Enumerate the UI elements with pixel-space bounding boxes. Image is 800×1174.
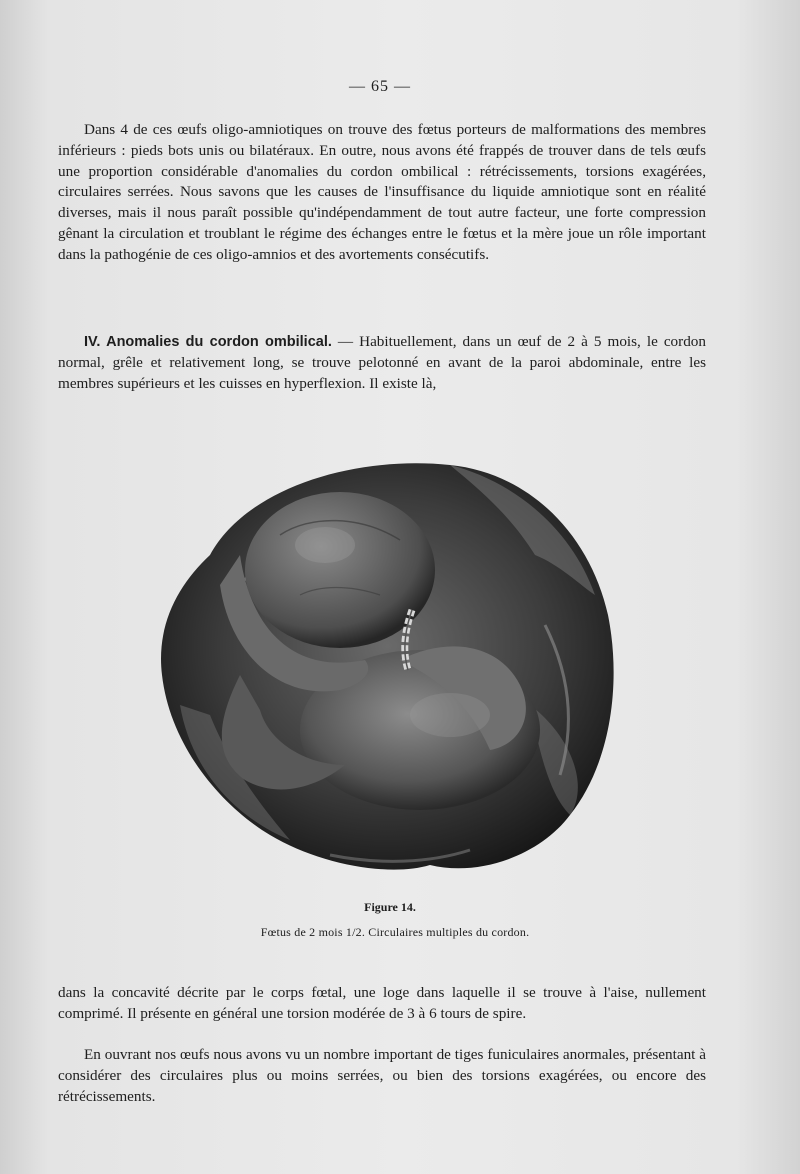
fetus-photograph [150, 445, 620, 885]
page-number: — 65 — [349, 78, 411, 95]
figure-caption: Fœtus de 2 mois 1/2. Circulaires multiples du cordon. [260, 925, 530, 939]
figure-photo [150, 445, 620, 885]
section-title: IV. Anomalies du cordon ombilical. [84, 334, 332, 350]
paragraph-abnormal-cords: En ouvrant nos œufs nous avons vu un nombre important de tiges funiculaires anormales, présentant à considérer des circulaires plus ou moins serrées, ou bien des torsions exagérées, ou encore des rétrécissements. [58, 1046, 706, 1105]
figure-title: Figure 14. [364, 900, 416, 914]
paragraph-cord-position: dans la concavité décrite par le corps fœtal, une loge dans laquelle il se trouve à l'aise, nullement comprimé. Il présente en général une torsion modérée de 3 à 6 tours de spire. [58, 984, 706, 1022]
paragraph-section-iv [58, 332, 706, 394]
paragraph-oligo-amnios: Dans 4 de ces œufs oligo-amniotiques on trouve des fœtus porteurs de malformations des membres inférieurs : pieds bots unis ou bilatéraux. En outre, nous avons été frappés de trouver dans de tels œufs une proportion considérable d'anomalies du cordon ombilical : rétrécissements, torsions exagérées, circulaires serrées. Nous savons que les causes de l'insuffisance du liquide amniotique sont en réalité diverses, mais il nous paraît possible qu'indépendamment de tout autre facteur, une forte compression gênant la circulation et troublant le régime des échanges entre le fœtus et la mère joue un rôle important dans la pathogénie de ces oligo-amnios et des avortements consécutifs. [58, 121, 706, 263]
section-body: — Habituellement, dans un œuf de 2 à 5 mois, le cordon normal, grêle et relativement long, se trouve pelotonné en avant de la paroi abdominale, entre les membres supérieurs et les cuisses en hyperflexion. Il existe là, [58, 333, 706, 392]
